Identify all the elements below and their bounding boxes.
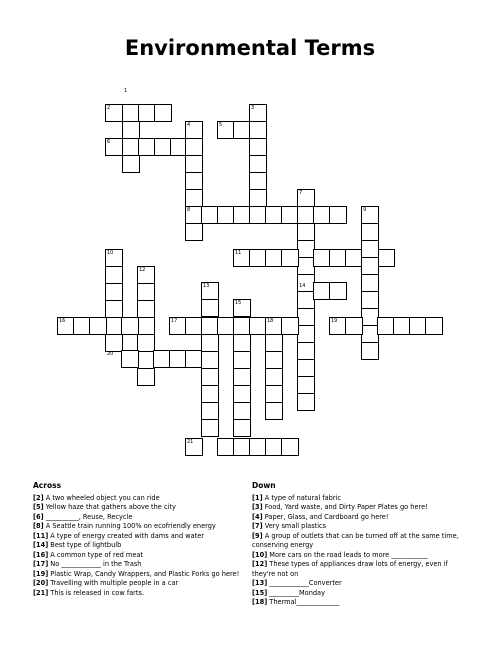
crossword-cell[interactable] xyxy=(121,317,139,335)
down-clue xyxy=(252,513,467,523)
clue-number: 15 xyxy=(235,300,242,306)
crossword-cell[interactable] xyxy=(297,325,315,343)
down-clue xyxy=(252,589,467,599)
crossword-cell[interactable] xyxy=(297,376,315,394)
clue-num: [17] xyxy=(33,560,49,568)
clue-num: [5] xyxy=(33,503,44,511)
down-heading: Down xyxy=(252,481,276,490)
crossword-cell[interactable] xyxy=(105,300,123,318)
clue-num: [14] xyxy=(33,541,49,549)
crossword-cell[interactable] xyxy=(281,438,299,456)
across-clue xyxy=(33,551,248,561)
clue-num: [18] xyxy=(252,598,268,606)
crossword-cell[interactable] xyxy=(345,317,363,335)
down-clue xyxy=(252,532,467,551)
clue-num: [20] xyxy=(33,579,49,587)
clue-number: 10 xyxy=(107,250,114,256)
clue-num: [4] xyxy=(252,512,263,521)
clue-text: Best type of lightbulb xyxy=(48,541,122,549)
crossword-cell[interactable] xyxy=(265,351,283,369)
crossword-cell[interactable] xyxy=(361,257,379,275)
clue-num: [13] xyxy=(252,579,268,587)
clue-text: Yellow haze that gathers above the city xyxy=(43,503,176,511)
crossword-cell[interactable] xyxy=(361,223,379,241)
crossword-cell[interactable] xyxy=(201,299,219,317)
crossword-cell[interactable] xyxy=(249,121,267,139)
crossword-cell[interactable] xyxy=(185,138,203,156)
across-clue xyxy=(33,541,248,551)
clue-number: 9 xyxy=(363,207,367,213)
crossword-cell[interactable] xyxy=(361,291,379,309)
crossword-cell[interactable] xyxy=(297,359,315,377)
clue-number: 1 xyxy=(124,88,128,94)
across-clue xyxy=(33,589,248,599)
clue-number: 8 xyxy=(187,207,191,213)
crossword-cell[interactable] xyxy=(249,155,267,173)
clue-number: 4 xyxy=(187,122,191,128)
crossword-cell[interactable] xyxy=(201,402,219,420)
clue-num: [6] xyxy=(33,512,44,521)
clue-text: A Seattle train running 100% on ecofriendly energy xyxy=(43,522,216,530)
page-title: Environmental Terms xyxy=(124,36,376,60)
crossword-cell[interactable] xyxy=(425,317,443,335)
crossword-cell[interactable] xyxy=(233,385,251,403)
clue-number: 2 xyxy=(107,105,111,111)
clue-text: A group of outlets that can be turned off at the same time, conserving energy xyxy=(252,531,459,549)
clue-text: Plastic Wrap, Candy Wrappers, and Plastic Forks go here! xyxy=(48,569,240,578)
clue-text: This is released in cow farts. xyxy=(48,588,145,597)
clue-text: Travelling with multiple people in a car xyxy=(48,579,179,587)
crossword-cell[interactable] xyxy=(137,317,155,335)
clue-num: [2] xyxy=(33,493,44,502)
clue-text: Paper, Glass, and Cardboard go here! xyxy=(262,512,389,521)
crossword-cell[interactable] xyxy=(281,249,299,267)
crossword-cell[interactable] xyxy=(297,342,315,360)
down-clue xyxy=(252,522,467,532)
clue-number: 12 xyxy=(139,267,146,273)
clue-num: [19] xyxy=(33,569,49,578)
crossword-cell[interactable] xyxy=(265,334,283,352)
crossword-cell[interactable] xyxy=(329,282,347,300)
across-clue xyxy=(33,494,248,504)
clue-text: No ____________ in the Trash xyxy=(48,560,142,568)
clue-num: [11] xyxy=(33,531,49,540)
clue-num: [9] xyxy=(252,531,263,540)
clue-text: __________, Reuse, Recycle xyxy=(43,512,133,521)
crossword-cell[interactable] xyxy=(249,138,267,156)
clue-number: 14 xyxy=(299,283,306,289)
crossword-cell[interactable] xyxy=(89,317,107,335)
clue-num: [12] xyxy=(252,560,268,568)
clue-text: A type of natural fabric xyxy=(262,493,341,502)
clue-text: More cars on the road leads to more ___________ xyxy=(267,550,428,559)
crossword-cell[interactable] xyxy=(105,283,123,301)
crossword-cell[interactable] xyxy=(265,402,283,420)
clue-num: [1] xyxy=(252,493,263,502)
clue-number: 16 xyxy=(59,318,66,324)
down-clue-list xyxy=(252,494,467,608)
crossword-cell[interactable] xyxy=(233,334,251,352)
clue-num: [3] xyxy=(252,503,263,511)
crossword-cell[interactable] xyxy=(361,274,379,292)
crossword-cell[interactable] xyxy=(233,402,251,420)
crossword-cell[interactable] xyxy=(185,172,203,190)
crossword-cell[interactable] xyxy=(233,419,251,437)
clue-number: 20 xyxy=(107,351,114,357)
crossword-cell[interactable] xyxy=(233,351,251,369)
crossword-cell[interactable] xyxy=(154,104,172,122)
crossword-cell[interactable] xyxy=(137,368,155,386)
clue-number: 18 xyxy=(267,318,274,324)
across-clue-list xyxy=(33,494,248,599)
crossword-cell[interactable] xyxy=(201,419,219,437)
across-clue xyxy=(33,503,248,513)
clue-text: A two wheeled object you can ride xyxy=(43,493,160,502)
clue-text: A common type of red meat xyxy=(48,550,144,559)
down-clues xyxy=(252,481,467,608)
clue-text: Thermal_____________ xyxy=(267,598,340,606)
crossword-cell[interactable] xyxy=(297,308,315,326)
crossword-cell[interactable] xyxy=(265,368,283,386)
clue-num: [10] xyxy=(252,550,268,559)
clue-number: 7 xyxy=(299,190,303,196)
clue-num: [7] xyxy=(252,522,263,530)
across-clue xyxy=(33,532,248,542)
crossword-cell[interactable] xyxy=(201,351,219,369)
down-clue xyxy=(252,494,467,504)
clue-number: 5 xyxy=(219,122,223,128)
clue-text: A type of energy created with dams and water xyxy=(48,531,205,540)
clue-num: [8] xyxy=(33,522,44,530)
clue-number: 13 xyxy=(203,283,210,289)
crossword-cell[interactable] xyxy=(329,206,347,224)
clue-number: 6 xyxy=(107,139,111,145)
clue-text: Very small plastics xyxy=(262,522,327,530)
clue-text: Food, Yard waste, and Dirty Paper Plates go here! xyxy=(262,503,428,511)
crossword-cell[interactable] xyxy=(185,155,203,173)
crossword-cell[interactable] xyxy=(122,121,140,139)
down-clue xyxy=(252,598,467,608)
across-clue xyxy=(33,560,248,570)
clue-num: [15] xyxy=(252,588,268,597)
crossword-cell[interactable] xyxy=(137,283,155,301)
down-clue xyxy=(252,579,467,589)
crossword-cell[interactable] xyxy=(361,342,379,360)
crossword-cell[interactable] xyxy=(121,350,139,368)
crossword-cell[interactable] xyxy=(281,317,299,335)
crossword-cell[interactable] xyxy=(201,368,219,386)
crossword-cell[interactable] xyxy=(361,240,379,258)
across-clues xyxy=(33,481,248,598)
across-clue xyxy=(33,522,248,532)
across-clue xyxy=(33,579,248,589)
crossword-cell[interactable] xyxy=(265,385,283,403)
crossword-cell[interactable] xyxy=(185,223,203,241)
clue-number: 3 xyxy=(251,105,255,111)
down-clue xyxy=(252,503,467,513)
crossword-cell[interactable] xyxy=(249,172,267,190)
clue-text: _________Monday xyxy=(267,588,326,597)
crossword-cell[interactable] xyxy=(249,189,267,207)
down-clue xyxy=(252,551,467,561)
clue-num: [21] xyxy=(33,588,49,597)
crossword-cell[interactable] xyxy=(185,189,203,207)
clue-number: 17 xyxy=(171,318,178,324)
clue-num: [16] xyxy=(33,550,49,559)
clue-number: 11 xyxy=(235,250,242,256)
crossword-cell[interactable] xyxy=(122,155,140,173)
crossword-cell[interactable] xyxy=(137,300,155,318)
crossword-cell[interactable] xyxy=(201,334,219,352)
down-clue xyxy=(252,560,467,579)
across-heading: Across xyxy=(33,481,62,490)
crossword-cell[interactable] xyxy=(297,393,315,411)
crossword-cell[interactable] xyxy=(201,385,219,403)
crossword-cell[interactable] xyxy=(233,368,251,386)
clue-text: These types of appliances draw lots of energy, even if they're not on xyxy=(252,560,448,578)
crossword-cell[interactable] xyxy=(105,266,123,284)
clue-number: 21 xyxy=(187,439,194,445)
across-clue xyxy=(33,570,248,580)
clue-number: 19 xyxy=(331,318,338,324)
across-clue xyxy=(33,513,248,523)
clue-text: ____________Converter xyxy=(267,579,342,587)
crossword-cell[interactable] xyxy=(297,223,315,241)
crossword-cell[interactable] xyxy=(377,249,395,267)
